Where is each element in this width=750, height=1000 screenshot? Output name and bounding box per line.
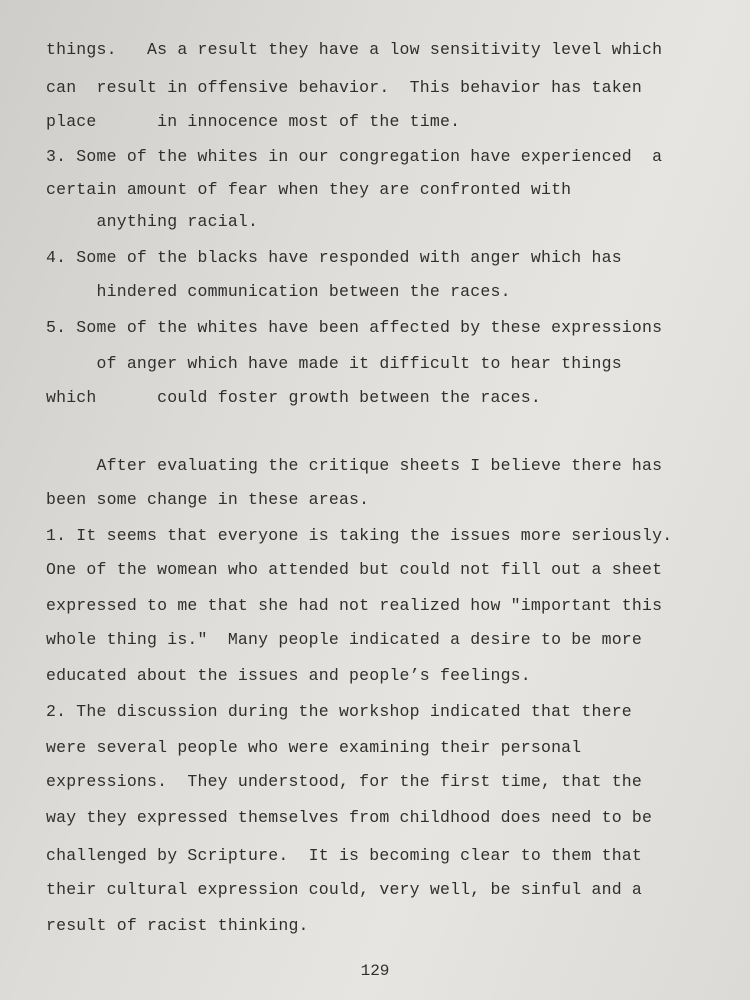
- text-line: place in innocence most of the time.: [46, 112, 461, 131]
- text-line: educated about the issues and people’s feelings.: [46, 666, 531, 685]
- text-line: of anger which have made it difficult to hear things: [46, 354, 622, 373]
- text-line: anything racial.: [46, 212, 259, 231]
- text-line: things. As a result they have a low sensitivity level which: [46, 40, 663, 59]
- text-line: 4. Some of the blacks have responded with anger which has: [46, 248, 622, 267]
- text-line: way they expressed themselves from childhood does need to be: [46, 808, 653, 827]
- text-line: certain amount of fear when they are confronted with: [46, 180, 572, 199]
- text-line: hindered communication between the races.: [46, 282, 511, 301]
- text-line: can result in offensive behavior. This behavior has taken: [46, 78, 642, 97]
- text-line: 3. Some of the whites in our congregation have experienced a: [46, 147, 663, 166]
- text-line: result of racist thinking.: [46, 916, 309, 935]
- text-line: challenged by Scripture. It is becoming clear to them that: [46, 846, 642, 865]
- text-line: 2. The discussion during the workshop indicated that there: [46, 702, 632, 721]
- text-line: were several people who were examining their personal: [46, 738, 582, 757]
- text-line: expressions. They understood, for the first time, that the: [46, 772, 642, 791]
- text-line: been some change in these areas.: [46, 490, 370, 509]
- text-line: 5. Some of the whites have been affected by these expressions: [46, 318, 663, 337]
- text-line: whole thing is." Many people indicated a desire to be more: [46, 630, 642, 649]
- text-line: their cultural expression could, very well, be sinful and a: [46, 880, 642, 899]
- page-number: 129: [360, 962, 390, 980]
- text-line: which could foster growth between the races.: [46, 388, 541, 407]
- text-line: After evaluating the critique sheets I believe there has: [46, 456, 663, 475]
- text-line: One of the womean who attended but could not fill out a sheet: [46, 560, 663, 579]
- text-line: expressed to me that she had not realized how "important this: [46, 596, 663, 615]
- text-line: 1. It seems that everyone is taking the issues more seriously.: [46, 526, 673, 545]
